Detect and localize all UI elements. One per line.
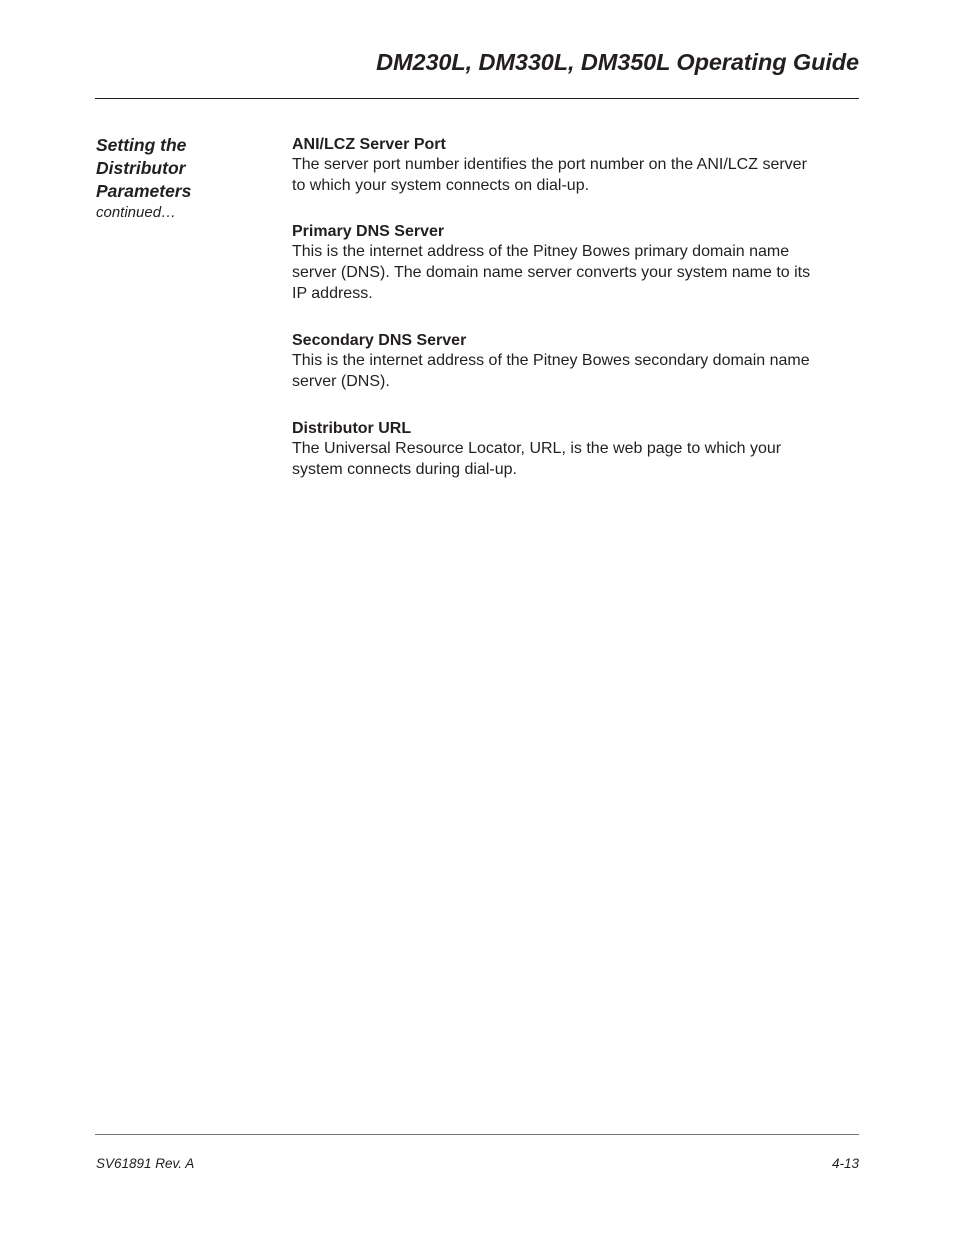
footer-divider bbox=[95, 1134, 859, 1135]
section-body: The Universal Resource Locator, URL, is the web page to which your system connects during dial-up. bbox=[292, 440, 782, 478]
side-heading-line: Distributor bbox=[96, 158, 186, 178]
section-title: Distributor URL bbox=[292, 420, 412, 437]
section-title: ANI/LCZ Server Port bbox=[292, 136, 446, 153]
side-heading bbox=[96, 134, 266, 203]
footer-doc-id: SV61891 Rev. A bbox=[96, 1156, 195, 1171]
section-title: Secondary DNS Server bbox=[292, 332, 467, 349]
side-heading-line: Setting the bbox=[96, 135, 187, 155]
footer-page-number: 4-13 bbox=[831, 1156, 859, 1171]
section-body: The server port number identifies the port number on the ANI/LCZ server to which your system connects on dial-up. bbox=[292, 156, 807, 194]
page-header-title: DM230L, DM330L, DM350L Operating Guide bbox=[376, 49, 859, 75]
section-secondary-dns-server bbox=[292, 331, 862, 393]
section-title: Primary DNS Server bbox=[292, 223, 445, 240]
section-body: This is the internet address of the Pitney Bowes primary domain name server (DNS). The domain name server converts your system name to its IP address. bbox=[292, 243, 811, 302]
header-divider bbox=[95, 98, 859, 99]
section-primary-dns-server bbox=[292, 222, 862, 304]
side-heading-line: Parameters bbox=[96, 181, 192, 201]
continued-label: continued… bbox=[96, 204, 177, 221]
section-ani-lcz-server-port bbox=[292, 135, 862, 197]
section-distributor-url bbox=[292, 419, 862, 481]
section-body: This is the internet address of the Pitney Bowes secondary domain name server (DNS). bbox=[292, 352, 810, 390]
